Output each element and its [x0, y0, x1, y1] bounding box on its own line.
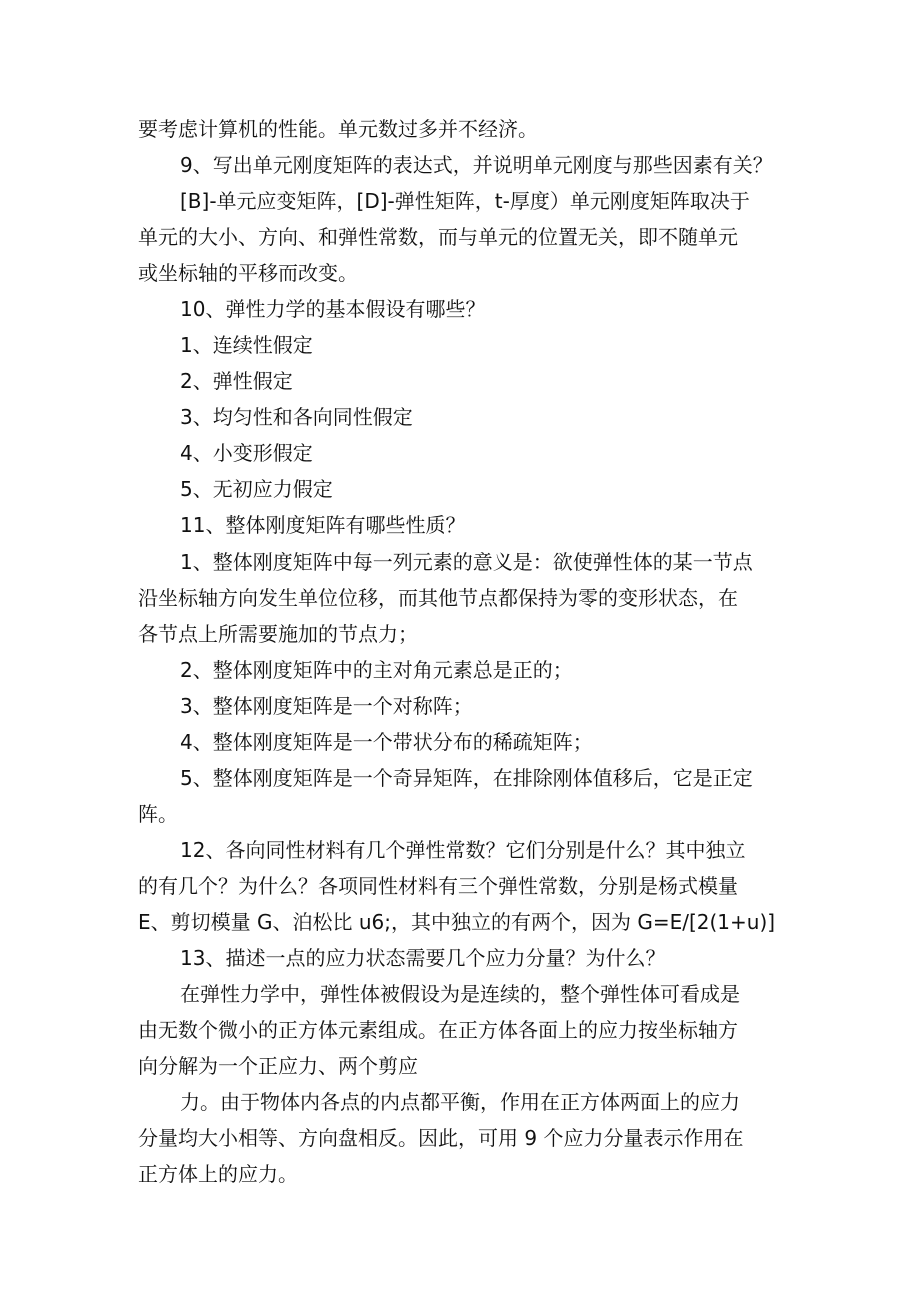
- text-line: 由无数个微小的正方体元素组成。在正方体各面上的应力按坐标轴方: [138, 1018, 738, 1042]
- list-item: 1、连续性假定: [180, 333, 313, 357]
- list-item: 3、均匀性和各向同性假定: [180, 405, 413, 429]
- list-item: 4、小变形假定: [180, 441, 313, 465]
- question-13: 13、描述一点的应力状态需要几个应力分量？为什么？: [180, 946, 666, 970]
- question-9: 9、写出单元刚度矩阵的表达式，并说明单元刚度与那些因素有关？: [180, 153, 773, 177]
- text-line: 分量均大小相等、方向盘相反。因此，可用 9 个应力分量表示作用在: [138, 1126, 744, 1150]
- text-line: 力。由于物体内各点的内点都平衡，作用在正方体两面上的应力: [180, 1090, 740, 1114]
- text-line: 各节点上所需要施加的节点力；: [138, 622, 418, 646]
- text-line: 单元的大小、方向、和弹性常数，而与单元的位置无关，即不随单元: [138, 225, 738, 249]
- question-10: 10、弹性力学的基本假设有哪些？: [180, 297, 486, 321]
- list-item: 3、整体刚度矩阵是一个对称阵；: [180, 694, 473, 718]
- list-item: 2、弹性假定: [180, 369, 293, 393]
- list-item: 5、整体刚度矩阵是一个奇异矩阵，在排除刚体值移后，它是正定: [180, 766, 753, 790]
- question-11: 11、整体刚度矩阵有哪些性质？: [180, 513, 466, 537]
- text-line: 的有几个？为什么？各项同性材料有三个弹性常数，分别是杨式模量: [138, 874, 738, 898]
- text-line: 或坐标轴的平移而改变。: [138, 261, 358, 285]
- list-item: 4、整体刚度矩阵是一个带状分布的稀疏矩阵；: [180, 730, 593, 754]
- text-line: 沿坐标轴方向发生单位位移，而其他节点都保持为零的变形状态，在: [138, 586, 738, 610]
- text-line: 向分解为一个正应力、两个剪应: [138, 1054, 418, 1078]
- question-12: 12、各向同性材料有几个弹性常数？它们分别是什么？其中独立: [180, 838, 746, 862]
- text-line: 正方体上的应力。: [138, 1162, 298, 1186]
- text-line: [B]-单元应变矩阵，[D]-弹性矩阵，t-厚度）单元刚度矩阵取决于: [180, 189, 750, 213]
- text-line: 阵。: [138, 802, 178, 826]
- text-line: E、剪切模量 G、泊松比 u6;，其中独立的有两个，因为 G=E/[2(1+u)]: [138, 910, 776, 934]
- text-line: 在弹性力学中，弹性体被假设为是连续的，整个弹性体可看成是: [180, 982, 740, 1006]
- list-item: 5、无初应力假定: [180, 477, 333, 501]
- list-item: 1、整体刚度矩阵中每一列元素的意义是：欲使弹性体的某一节点: [180, 550, 753, 574]
- list-item: 2、整体刚度矩阵中的主对角元素总是正的；: [180, 658, 573, 682]
- text-line: 要考虑计算机的性能。单元数过多并不经济。: [138, 117, 538, 141]
